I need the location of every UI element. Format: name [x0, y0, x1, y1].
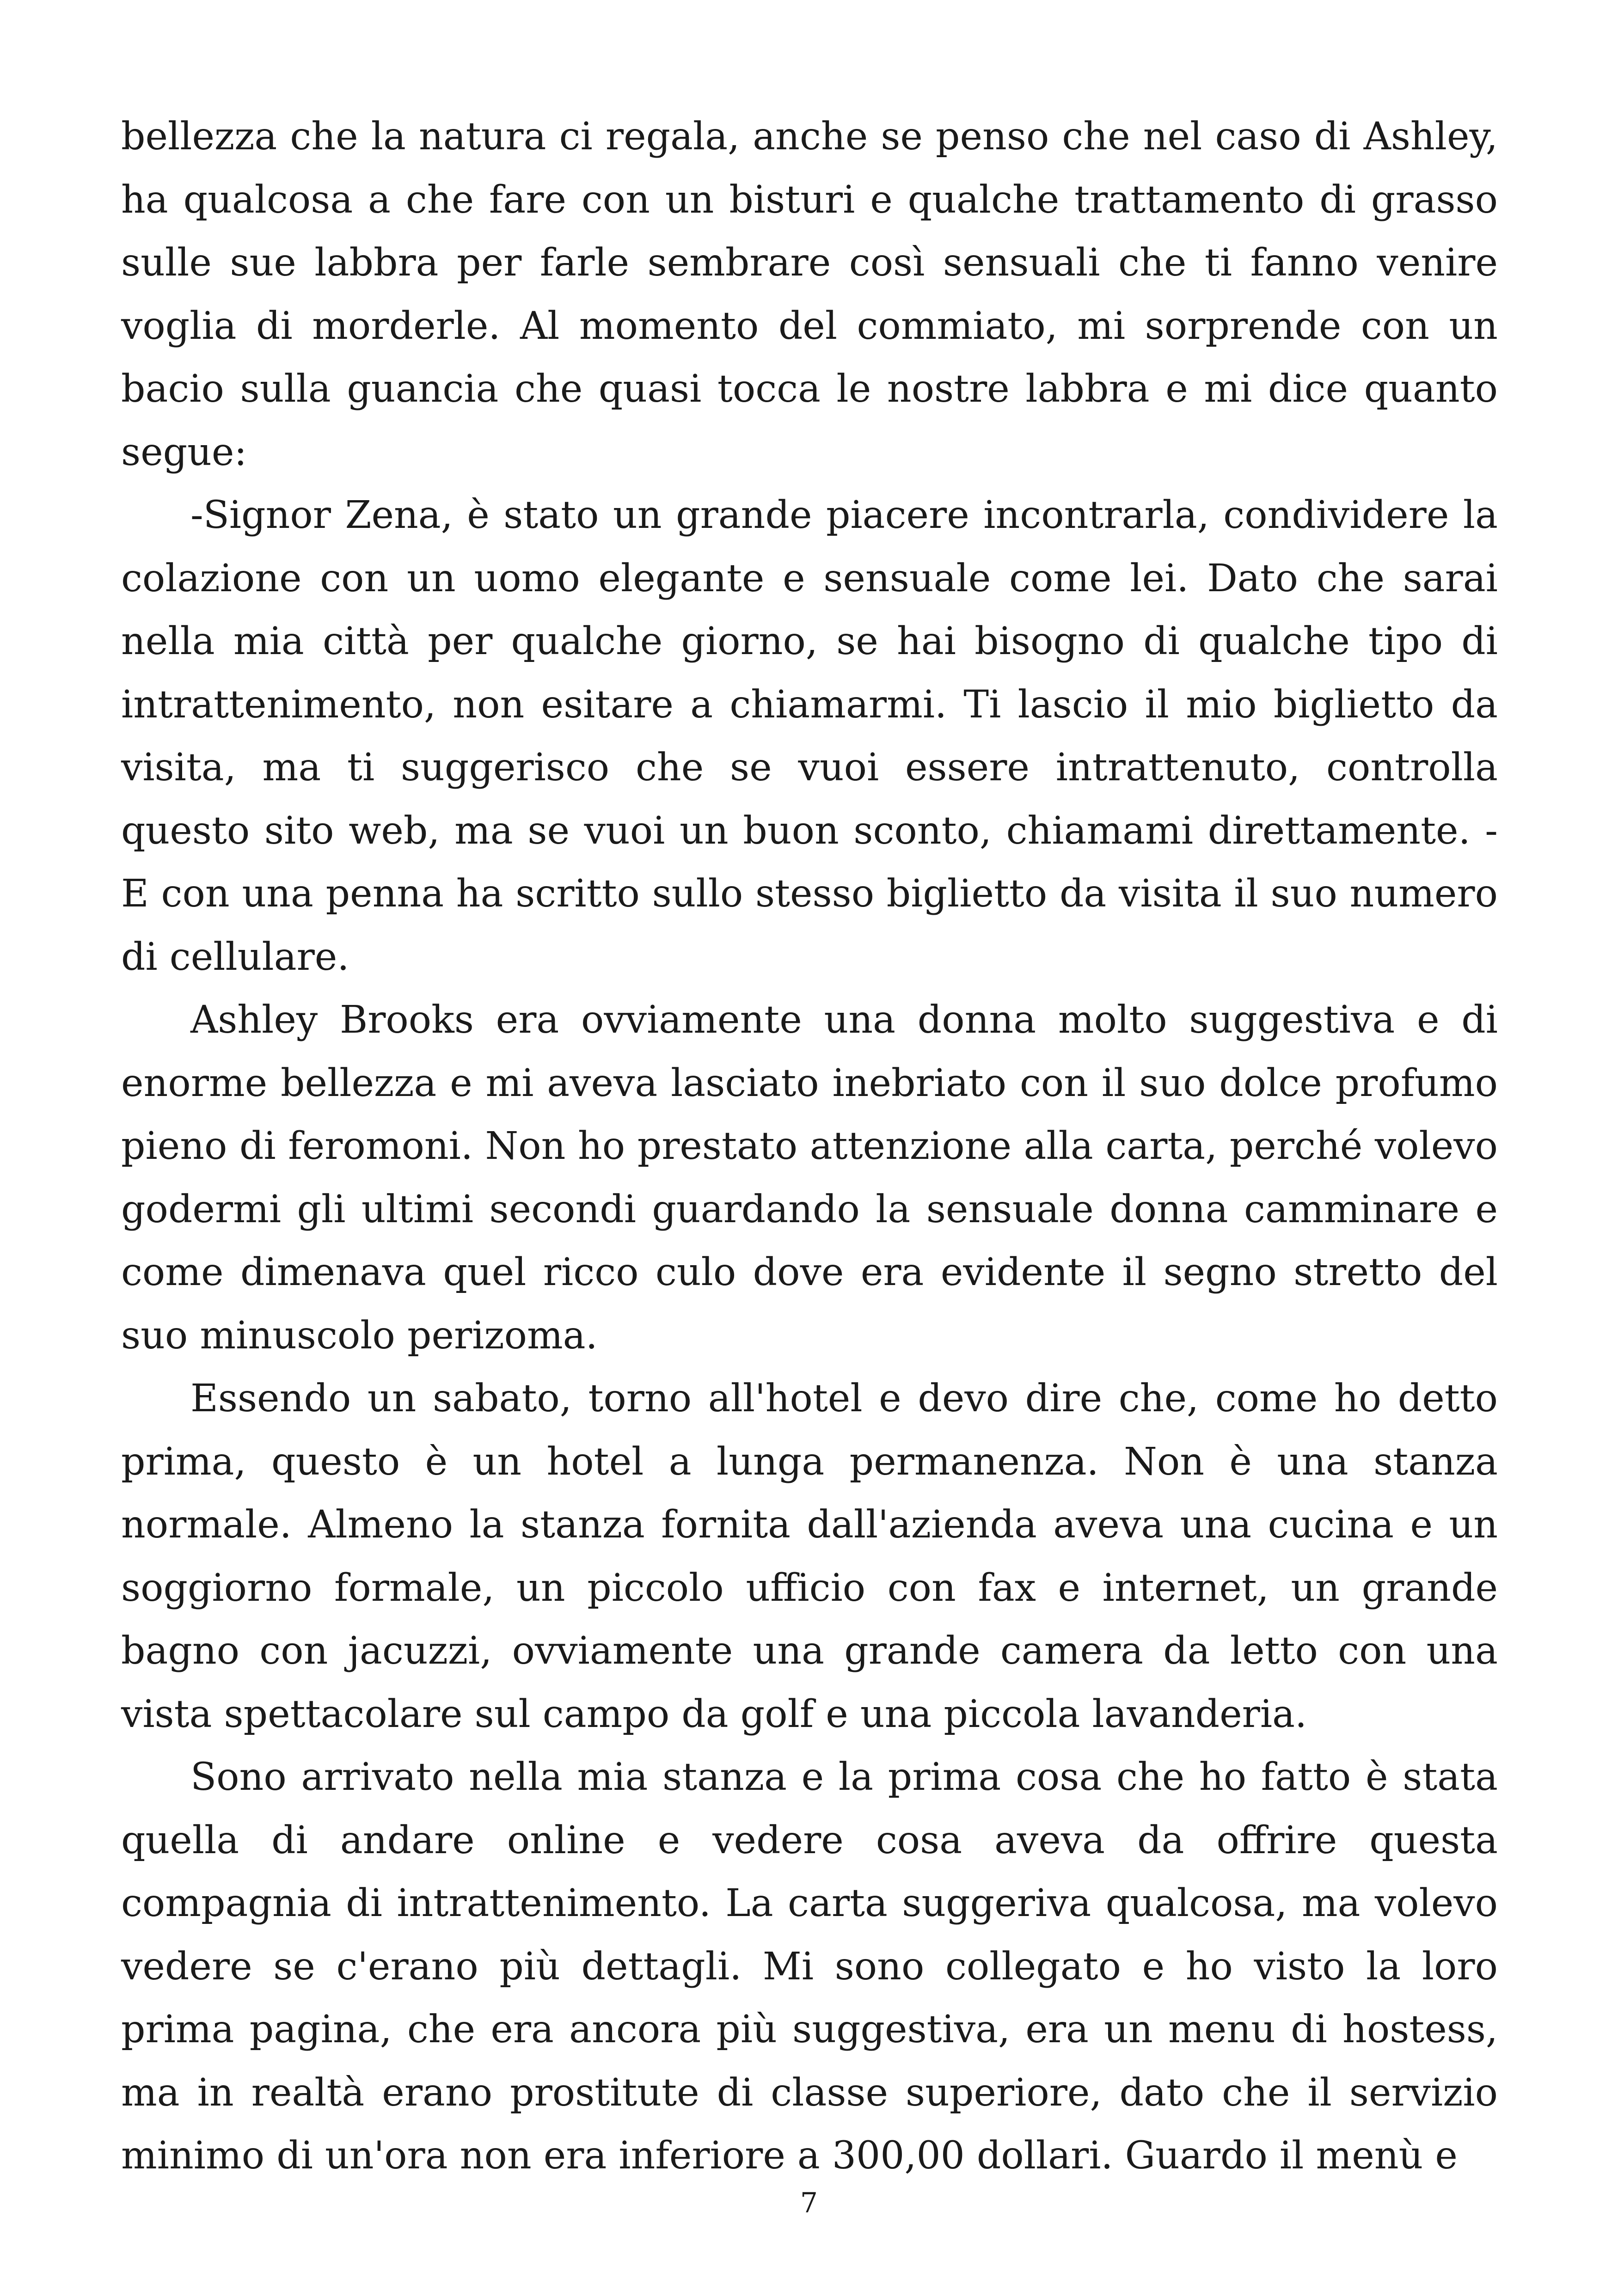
- paragraph-continuation: bellezza che la natura ci regala, anche se penso che nel caso di Ashley, ha qualcosa a che fare con un bisturi e qualche trattamento di grasso sulle sue labbra per farle sembrare così sensuali che ti fanno venire voglia di morderle. Al momento del commiato, mi sorprende con un bacio sulla guancia che quasi tocca le nostre labbra e mi dice quanto segue:: [121, 115, 1498, 474]
- page-number: 7: [800, 2187, 818, 2219]
- paragraph: Sono arrivato nella mia stanza e la prima cosa che ho fatto è stata quella di andare online e vedere cosa aveva da offrire questa compagnia di intrattenimento. La carta suggeriva qualcosa, ma volevo vedere se c'erano più dettagli. Mi sono collegato e ho visto la loro prima pagina, che era ancora più suggestiva, era un menu di hostess, ma in realtà erano prostitute di classe superiore, dato che il servizio minimo di un'ora non era inferiore a 300,00 dollari. Guardo il menù e: [121, 1755, 1498, 2178]
- paragraph: Ashley Brooks era ovviamente una donna molto suggestiva e di enorme bellezza e mi aveva lasciato inebriato con il suo dolce profumo pieno di feromoni. Non ho prestato attenzione alla carta, perché volevo godermi gli ultimi secondi guardando la sensuale donna camminare e come dimenava quel ricco culo dove era evidente il segno stretto del suo minuscolo perizoma.: [121, 998, 1498, 1358]
- paragraph: Essendo un sabato, torno all'hotel e devo dire che, come ho detto prima, questo è un hotel a lunga permanenza. Non è una stanza normale. Almeno la stanza fornita dall'azienda aveva una cucina e un soggiorno formale, un piccolo ufficio con fax e internet, un grande bagno con jacuzzi, ovviamente una grande camera da letto con una vista spettacolare sul campo da golf e una piccola lavanderia.: [121, 1377, 1498, 1736]
- body-text: [121, 105, 1498, 2188]
- paragraph-dialogue: -Signor Zena, è stato un grande piacere incontrarla, condividere la colazione con un uomo elegante e sensuale come lei. Dato che sarai nella mia città per qualche giorno, se hai bisogno di qualche tipo di intrattenimento, non esitare a chiamarmi. Ti lascio il mio biglietto da visita, ma ti suggerisco che se vuoi essere intrattenuto, controlla questo sito web, ma se vuoi un buon sconto, chiamami direttamente. - E con una penna ha scritto sullo stesso biglietto da visita il suo numero di cellulare.: [121, 493, 1498, 979]
